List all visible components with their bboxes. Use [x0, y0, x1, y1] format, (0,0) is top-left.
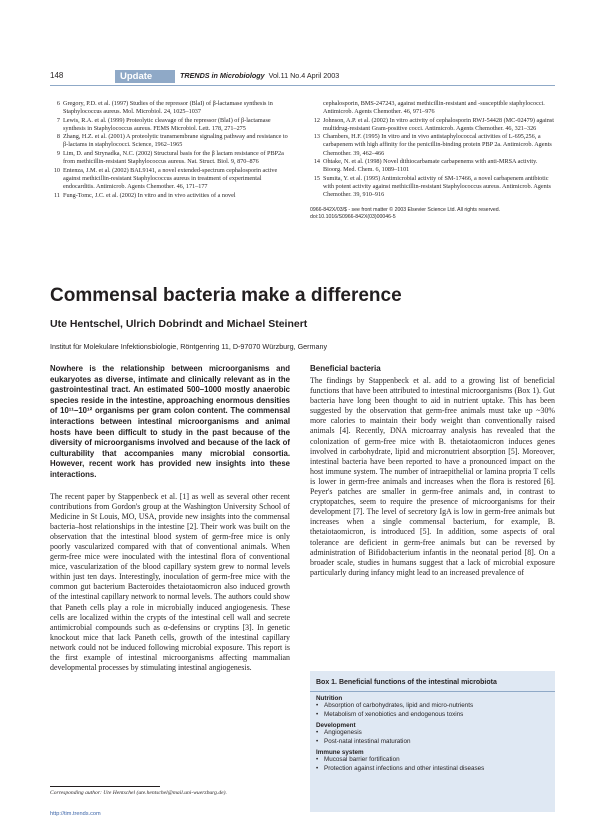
page-number: 148 [50, 71, 64, 80]
running-header [50, 70, 555, 84]
reference-number: 14 [313, 158, 320, 166]
reference-text: Zhang, H.Z. et al. (2001) A proteolytic transmembrane signaling pathway and resistance to β-lactams in staphylococci. Science, 1962–1965 [63, 133, 288, 149]
reference-number: 6 [56, 100, 60, 107]
reference-number: 8 [56, 133, 60, 141]
header-rule [50, 85, 555, 86]
section-tag: Update [115, 70, 175, 83]
reference-number: 12 [313, 116, 320, 124]
reference-text: Lim, D. and Strynadka, N.C. (2002) Structural basis for the β lactam resistance of PBP2a from methicillin-resistant Staphylococcus aureus. Nat. Struct. Biol. 9, 870–876 [63, 150, 284, 166]
corresponding-author-footnote: Corresponding author: Ute Hentschel (ute.hentschel@mail.uni-wuerzburg.de). [50, 790, 227, 796]
journal-url-link[interactable]: http://tim.trends.com [50, 811, 101, 817]
article-authors: Ute Hentschel, Ulrich Dobrindt and Michael Steinert [50, 318, 308, 330]
doi-line: doi:10.1016/S0966-842X(03)00046-5 [310, 214, 396, 221]
box-1 [310, 671, 555, 812]
volume-issue: Vol.11 No.4 April 2003 [268, 71, 340, 80]
box-title: Box 1. Beneficial functions of the intestinal microbiota [310, 671, 555, 692]
reference-number: 13 [313, 133, 320, 141]
reference-text: Fung-Tomc, J.C. et al. (2002) In vitro and in vivo activities of a novel [63, 191, 236, 199]
reference-item [50, 100, 290, 116]
reference-number: 7 [56, 116, 60, 124]
reference-text: Entenza, J.M. et al. (2002) BAL9141, a novel extended-spectrum cephalosporin active against methicillin-resistant Staphylococcus aureus in treatment of experimental endocarditis. Antimicrob. Agents Chemother. 46, 171–177 [63, 166, 278, 190]
copyright-line: 0966-842X/03/$ - see front matter © 2003 Elsevier Science Ltd. All rights reserved. [310, 207, 501, 214]
box-list-item: • Post-natal intestinal maturation [310, 738, 555, 747]
box-group-heading: Development [316, 722, 356, 730]
article-title: Commensal bacteria make a difference [50, 285, 402, 306]
box-group-heading: Immune system [316, 749, 364, 757]
reference-text: Sumita, Y. et al. (1995) Antimicrobial activity of SM-17466, a novel carbapenem antibiotic with potent activity against methicillin-resistant Staphylococcus aureus. Antimicrob. Agents Chemother. 39, 910–916 [323, 174, 551, 199]
reference-number: 11 [54, 191, 60, 199]
reference-item [50, 117, 290, 133]
reference-item [50, 133, 290, 149]
reference-number: 9 [56, 150, 60, 158]
reference-item [50, 150, 290, 166]
reference-item [310, 100, 555, 116]
reference-number: 15 [313, 174, 320, 182]
reference-item [310, 117, 555, 133]
references-right-column [310, 100, 555, 221]
box-list-item: • Metabolism of xenobiotics and endogenous toxins [310, 711, 555, 720]
box-group-heading: Nutrition [316, 695, 343, 702]
reference-text: Ohtake, N. et al. (1998) Novel dithiocarbamate carbapenems with anti-MRSA activity. Bioorg. Med. Chem. 6, 1089–1101 [323, 158, 538, 174]
reference-item [310, 158, 555, 174]
body-text-left: The recent paper by Stappenbeck et al. [1] as well as several other recent contributions from Gordon's group at the Washington University School of Medicine in St Louis, MO, USA, provide new insights into the commensal bacteria–host relationships in the intestine [2]. Their work was built on the observation that the intestinal blood system of germ-free mice is only poorly vascularized compared with that of conventional animals. When germ-free mice were inoculated with the intestinal flora of conventional mice, vascularization of the blood capillary system grew to normal levels within just ten days. Interestingly, inoculation of germ-free mice with the common gut bacterium Bacteroides thetaiotaomicron also induced growth of the intestinal capillary network to normal levels. The authors could show that Paneth cells play a role in microbially induced angiogenesis. These cells are localized within the crypts of the intestinal cell wall and secrete antimicrobial compounds such as α-defensins or cryptins [3]. In genetic knockout mice that lack Paneth cells, growth of the intestinal capillary network could not be induced following microbial exposure. This report is the first example of intestinal microorganisms affecting mammalian developmental processes by stimulating intestinal angiogenesis. [50, 491, 290, 673]
references-left-column [50, 100, 290, 200]
reference-text: Chambers, H.F. (1995) In vitro and in vivo antistaphylococcal activities of L-695,256, a carbapenem with high affinity for the penicillin-binding protein PBP 2a. Antimicrob. Agents Chemother. 39, 462–466 [323, 133, 552, 157]
footnote-rule [50, 786, 160, 787]
box-list-item: • Absorption of carbohydrates, lipid and micro-nutrients [310, 702, 555, 711]
journal-name: TRENDS in Microbiology [180, 71, 265, 80]
reference-number: 10 [53, 166, 60, 174]
reference-item [310, 133, 555, 157]
copyright-notice [310, 207, 555, 221]
right-text-column [310, 364, 555, 578]
box-list-item: • Protection against infections and other intestinal diseases [310, 765, 555, 774]
reference-item [310, 175, 555, 199]
reference-item [50, 192, 290, 200]
reference-text: Lewis, R.A. et al. (1999) Proteolytic cleavage of the repressor (BlaI) of β-lactamase synthesis in Staphylococcus aureus. FEMS Microbiol. Lett. 178, 271–275 [63, 116, 271, 132]
reference-item [50, 167, 290, 191]
section-heading: Beneficial bacteria [310, 364, 381, 373]
left-text-column [50, 364, 290, 673]
body-text-right: The findings by Stappenbeck et al. add to a growing list of beneficial functions that have been attributed to intestinal microorganisms (Box 1). Gut bacteria have long been thought to aid in nutrient uptake. This has been suggested by the observation that germ-free animals must take up ~30% more calories to maintain their body weight than conventionally raised animals [4]. Recently, DNA microarray analysis has revealed that the colonization of germ-free mice with B. thetaiotaomicron induces genes involved in carbohydrate, lipid and micronutrient absorption [5]. Moreover, intestinal bacteria have been reported to have a pronounced impact on the host immune system. The number of intraepithelial or lamina propria T cells is lower in germ-free animals and increases when the flora is restored [6]. Peyer's patches are smaller in germ-free animals and, in contrast to cryptopatches, seem to require the presence of microorganisms for their development [7]. The level of secretory IgA is low in germ-free animals but increases when a single commensal bacterium, for example, B. thetaiotaomicron, is introduced [5]. In addition, some aspects of oral tolerance are deficient in germ-free animals but can be reversed by administration of Bifidobacterium infantis in the neonatal period [8]. On a broader scale, studies in humans suggest that a lack of microbial exposure particularly during infancy might lead to an increased prevalence of [310, 376, 555, 577]
author-affiliation: Institut für Molekulare Infektionsbiologie, Röntgenring 11, D-97070 Würzburg, Germany [50, 342, 328, 351]
box-list-item: • Mucosal barrier fortification [310, 756, 555, 765]
reference-text: Gregory, P.D. et al. (1997) Studies of the repressor (BlaI) of β-lactamase synthesis in Staphylococcus aureus. Mol. Microbiol. 24, 1025–1037 [63, 100, 273, 116]
box-list-item: • Angiogenesis [310, 729, 555, 738]
reference-text: cephalosporin, BMS-247243, against methicillin-resistant and -susceptible staphylococci. Antimicrob. Agents Chemother. 46, 971–976 [323, 100, 545, 116]
reference-text: Johnson, A.P. et al. (2002) In vitro activity of cephalosporin RWJ-54428 (MC-02479) against multidrug-resistant Gram-positive cocci. Antimicrob. Agents Chemother. 46, 321–326 [323, 116, 554, 132]
journal-citation [180, 71, 339, 80]
abstract: Nowhere is the relationship between microorganisms and eukaryotes as diverse, intimate and clinically relevant as in the gastrointestinal tract. An estimated 500–1000 mostly anaerobic species reside in the intestine, approaching enormous densities of 10¹¹–10¹² organisms per gram colon content. The commensal interactions between intestinal microorganisms and animal hosts have been difficult to study in the past because of the diversity of microorganisms involved and because of the lack of culturability that accompanies many microbial consortia. However, recent work has provided new insights into these interactions. [50, 364, 290, 479]
